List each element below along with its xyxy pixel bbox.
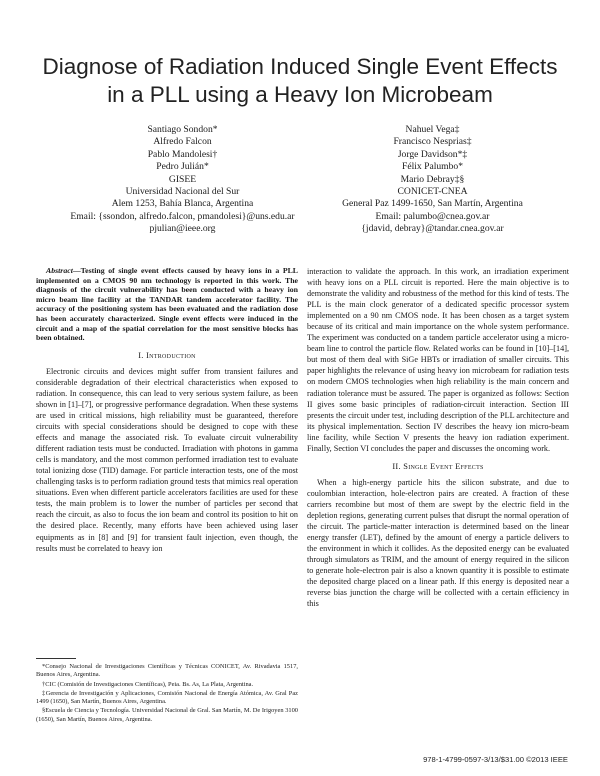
author-line: Santiago Sondon* [147, 124, 218, 135]
author-line: Pablo Mandolesi† [147, 148, 218, 160]
copyright-notice: 978-1-4799-0597-3/13/$31.00 ©2013 IEEE [423, 755, 568, 764]
right-column [307, 266, 569, 609]
abstract-label: Abstract [46, 266, 73, 275]
affiliation-line: CONICET-CNEA [397, 186, 468, 198]
abstract-text: —Testing of single event effects caused by heavy ions in a PLL implemented on a CMOS 90 nm technology is reported in this work. The diagnosis of the circuit vulnerability has been conducted with a heavy ion micro beam line facility at the TANDAR tandem accelerator facility. The accuracy of the positioning system has been evaluated and the radiation dose has been accurately characterized. Single event effects were induced in the circuit and a map of the spatial correlation for the most sensitive blocks has been obtained. [36, 266, 298, 343]
affiliation-line: GISEE [168, 173, 197, 185]
abstract [36, 266, 298, 343]
email-line: {jdavid, debray}@tandar.cnea.gov.ar [361, 223, 504, 235]
title-line-2: in a PLL using a Heavy Ion Microbeam [107, 82, 493, 107]
email-line: Email: palumbo@cnea.gov.ar [375, 210, 490, 222]
author-line: Pedro Julián* [156, 161, 209, 173]
author-line: Mario Debray‡§ [400, 173, 465, 185]
affiliation-line: Universidad Nacional del Sur [125, 186, 240, 198]
author-line: Félix Palumbo* [401, 161, 464, 173]
author-line: Nahuel Vega‡ [405, 124, 460, 135]
left-column [36, 266, 298, 554]
author-block-left [60, 124, 305, 236]
author-line: Alfredo Falcon [153, 136, 212, 148]
footnote: *Consejo Nacional de Investigaciones Científicas y Técnicas CONICET, Av. Rivadavia 1517, Buenos Aires, Argentina. [36, 663, 298, 679]
author-block-right [315, 124, 550, 236]
footnote: †CIC (Comisión de Investigaciones Científicas), Peia. Bs. As, La Plata, Argentina. [42, 680, 254, 688]
address-line: Alem 1253, Bahía Blanca, Argentina [111, 198, 254, 210]
single-event-effects-paragraph: When a high-energy particle hits the silicon substrate, and due to coulombian interaction, hole-electron pairs are created. A fraction of these carriers recombine but most of them are swept by the electric field in the depletion regions, generating current pulses that disrupt the normal operation of the circuit. The particle-matter interaction is determined based on the linear energy transfer (LET), defined by the amount of energy a particle delivers to the environment in which it collides. As the deposited energy can be evaluated through simulators as TRIM, and the amount of energy required in the silicon to generate hole-electron pair is also a known quantity it is possible to estimate the deposited charge placed on a linear path. If this energy is deposited near a reverse bias junction the charge will be collected with a certain efficiency in this [307, 477, 569, 609]
footnote: ‡Gerencia de Investigación y Aplicaciones, Comisión Nacional de Energía Atómica, Av. Gral Paz 1499 (1650), San Martín, Buenos Aires, Argentina. [36, 689, 298, 706]
section-heading-single-event-effects: II. Single Event Effects [392, 461, 484, 471]
author-line: Jorge Davidson*‡ [397, 148, 468, 160]
email-line: pjulian@ieee.org [149, 223, 216, 235]
author-line: Francisco Nesprias‡ [393, 136, 472, 148]
title-line-1: Diagnose of Radiation Induced Single Event Effects [42, 54, 558, 79]
footnote: §Escuela de Ciencia y Tecnología. Universidad Nacional de Gral. San Martín, M. De Irigoyen 3100 (1650), San Martín, Buenos Aires, Argentina. [36, 707, 298, 723]
footnote-rule [36, 658, 76, 659]
footnotes [36, 658, 298, 725]
introduction-continued-paragraph: interaction to validate the approach. In this work, an irradiation experiment with heavy ions on a PLL circuit is reported. Here the main objective is to demonstrate the validity and robustness of the method for this kind of tests. The PLL is the main clock generator of a dedicated specific processor system implemented on a 90 nm CMOS node. It has been chosen as a target system because of its critical and main importance on the whole system performance. The experiment was conducted on a tandem particle accelerator using a micro-beam line to control the particle flow. Related works can be found in [10]–[14], but most of them deal with SiGe HBTs or irradiation of smaller circuits. This paper highlights the relevance of using heavy ion microbeam for radiation tests on modern CMOS technologies when high reliability is the main concern and radiation tolerance must be assured. The paper is organized as follows: Section II gives some basic principles of radiation-circuit interaction. Section III presents the circuit under test, including description of the PLL architecture and its physical implementation. Section IV describes the heavy ion micro-beam line facility, while Section V presents the heavy ion radiation experiment. Finally, Section VI concludes the paper and discusses the oncoming work. [307, 267, 569, 453]
section-heading-introduction: I. Introduction [138, 350, 196, 360]
introduction-paragraph: Electronic circuits and devices might suffer from transient failures and considerable degradation of their electrical characteristics when exposed to radiation. In consequence, this can lead to very serious system failure, as been shown in [1]–[7], or progressive performance degradation. When these systems are used in critical missions, high reliability must be guaranteed, therefore circuits with special considerations should be designed to cope with these effects and manage the associated risk. To evaluate circuit vulnerability different radiation tests must be conducted. Irradiation with photons in gamma cells is mandatory, and the most common performed irradiation test to evaluate total ionizing dose (TID) damage. For particle interaction tests, one of the most challenging tasks is to perform radiation ground tests that mimics real operation situations. Even when different particle accelerators facilities are used for these tests, the main problem is to lower the number of particles per second that reach the circuit, as also to focus the ion beam and control its position to hit on the desired place. Recently, many efforts have been achieved using laser equipments as in [8] and [9] for transient fault injection, even though, the results must be correlated to heavy ion [36, 366, 298, 553]
paper-title [20, 53, 580, 109]
address-line: General Paz 1499-1650, San Martín, Argentina [342, 198, 523, 210]
email-line: Email: {ssondon, alfredo.falcon, pmandolesi}@uns.edu.ar [70, 210, 295, 222]
